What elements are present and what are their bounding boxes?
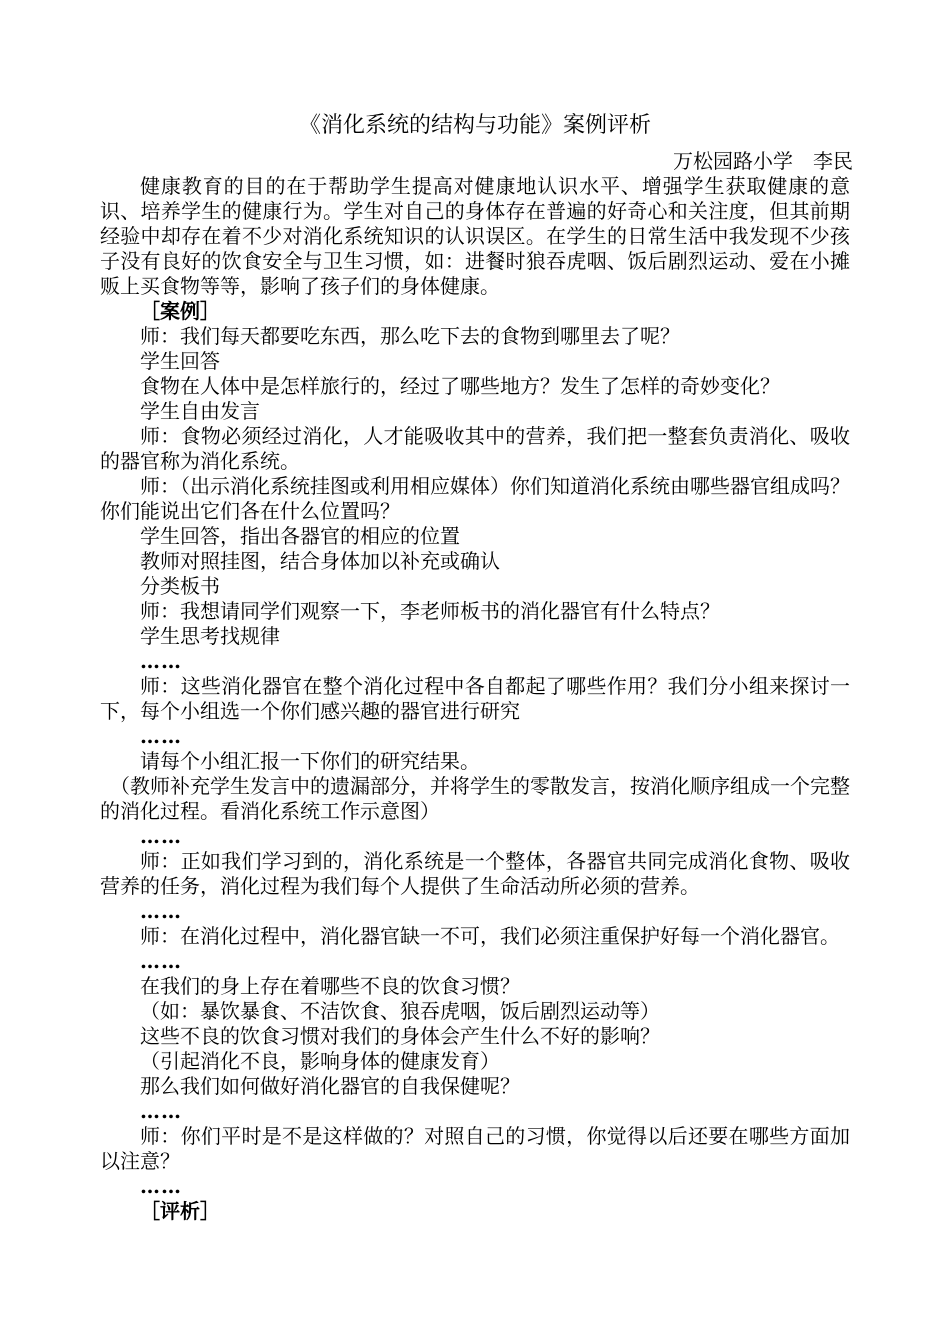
paragraph: 师：食物必须经过消化，人才能吸收其中的营养，我们把一整套负责消化、吸收的器官称为消化系统。 [100,424,850,473]
ellipsis-line: …… [140,899,182,923]
document-title: 《消化系统的结构与功能》案例评析 [298,113,651,138]
paragraph: 请每个小组汇报一下你们的研究结果。 [140,749,480,773]
paragraph: 师：正如我们学习到的，消化系统是一个整体，各器官共同完成消化食物、吸收营养的任务，消化过程为我们每个人提供了生命活动所必须的营养。 [100,849,850,898]
ellipsis-line: …… [140,824,182,848]
ellipsis-line: …… [140,649,182,673]
paragraph: 学生自由发言 [140,399,260,423]
paragraph: （引起消化不良，影响身体的健康发育） [140,1049,500,1073]
paragraph: 这些不良的饮食习惯对我们的身体会产生什么不好的影响？ [140,1024,660,1048]
ellipsis-line: …… [140,1174,182,1198]
paragraph: 教师对照挂图，结合身体加以补充或确认 [140,549,500,573]
paragraph: 师：在消化过程中，消化器官缺一不可，我们必须注重保护好每一个消化器官。 [140,924,840,948]
paragraph: 师：这些消化器官在整个消化过程中各自都起了哪些作用？我们分小组来探讨一下，每个小组选一个你们感兴趣的器官进行研究 [100,674,850,723]
paragraph: （如：暴饮暴食、不洁饮食、狼吞虎咽，饭后剧烈运动等） [140,999,660,1023]
paragraph: 师：我们每天都要吃东西，那么吃下去的食物到哪里去了呢？ [140,324,680,348]
paragraph: 学生回答 [140,349,220,373]
paragraph: （教师补充学生发言中的遗漏部分，并将学生的零散发言，按消化顺序组成一个完整的消化过程。看消化系统工作示意图） [100,774,850,823]
paragraph: 分类板书 [140,574,220,598]
document-body [100,174,850,1224]
paragraph: 师：（出示消化系统挂图或利用相应媒体）你们知道消化系统由哪些器官组成吗？你们能说出它们各在什么位置吗？ [100,474,850,523]
ellipsis-line: …… [140,949,182,973]
section-heading: ［评析］ [140,1199,220,1223]
paragraph: 学生思考找规律 [140,624,280,648]
ellipsis-line: …… [140,1099,182,1123]
author-line: 万松园路小学 李民 [673,149,853,173]
paragraph: 师：我想请同学们观察一下，李老师板书的消化器官有什么特点？ [140,599,720,623]
paragraph: 健康教育的目的在于帮助学生提高对健康地认识水平、增强学生获取健康的意识、培养学生的健康行为。学生对自己的身体存在普遍的好奇心和关注度，但其前期经验中却存在着不少对消化系统知识的认识误区。在学生的日常生活中我发现不少孩子没有良好的饮食安全与卫生习惯，如：进餐时狼吞虎咽、饭后剧烈运动、爱在小摊贩上买食物等等，影响了孩子们的身体健康。 [100,174,850,298]
paragraph: 学生回答，指出各器官的相应的位置 [140,524,460,548]
paragraph: 师：你们平时是不是这样做的？对照自己的习惯，你觉得以后还要在哪些方面加以注意？ [100,1124,850,1173]
ellipsis-line: …… [140,724,182,748]
paragraph: 食物在人体中是怎样旅行的，经过了哪些地方？发生了怎样的奇妙变化？ [140,374,780,398]
section-heading: ［案例］ [140,299,220,323]
paragraph: 那么我们如何做好消化器官的自我保健呢？ [140,1074,520,1098]
paragraph: 在我们的身上存在着哪些不良的饮食习惯？ [140,974,520,998]
